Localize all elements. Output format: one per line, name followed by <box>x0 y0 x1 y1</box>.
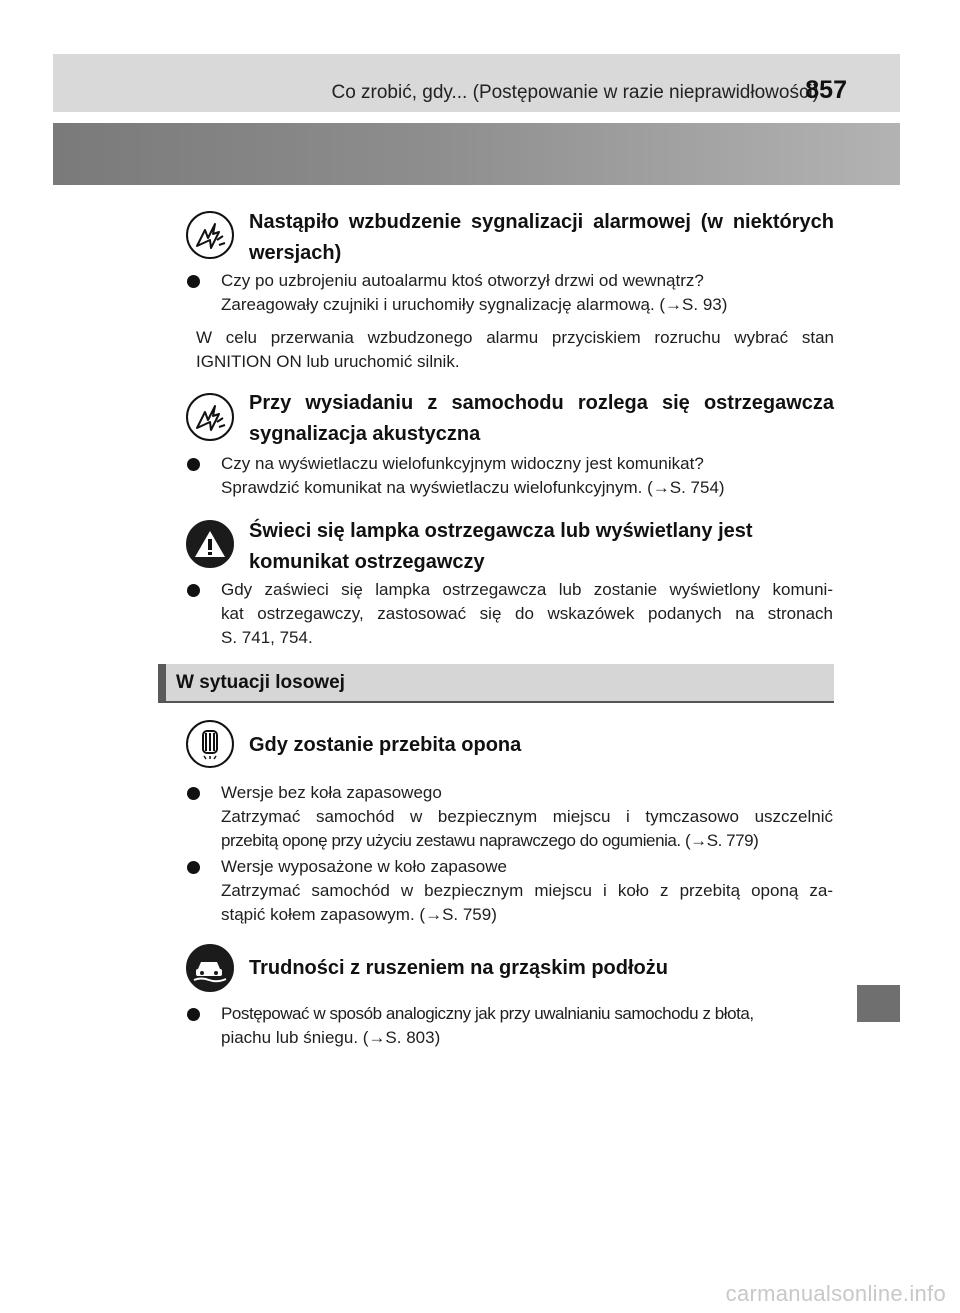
paragraph: W celu przerwania wzbudzonego alarmu przyciskiem rozruchu wybrać stan IGNITION ON lub uruchomić silnik. <box>196 328 834 371</box>
side-tab <box>857 985 900 1022</box>
bullet-item: Postępować w sposób analogiczny jak przy uwalnianiu samochodu z błota, piachu lub śniegu. (→S. 803) <box>187 1002 833 1050</box>
section-heading: Nastąpiło wzbudzenie sygnalizacji alarmowej (w niektórych wersjach) <box>249 211 834 264</box>
alarm-siren-icon <box>186 211 234 259</box>
section-heading: Gdy zostanie przebita opona <box>249 734 522 756</box>
alarm-siren-icon <box>186 393 234 441</box>
car-stuck-icon <box>186 944 234 992</box>
bullet-dot <box>187 787 200 800</box>
bullet-item: Wersje wyposażone w koło zapasowe Zatrzymać samochód w bezpiecznym miejscu i koło z przebitą oponą za- stąpić kołem zapasowym. (→S. 759) <box>187 855 833 927</box>
bullet-item: Gdy zaświeci się lampka ostrzegawcza lub zostanie wyświetlony komuni- kat ostrzegawczy, zastosować się do wskazówek podanych na stronach S. 741, 754. <box>187 578 833 650</box>
warning-triangle-icon <box>186 520 234 568</box>
section-heading: Przy wysiadaniu z samochodu rozlega się ostrzegawcza sygnalizacja akustyczna <box>249 392 834 445</box>
bullet-dot <box>187 275 200 288</box>
page-number: 857 <box>805 76 847 104</box>
bullet-dot <box>187 584 200 597</box>
watermark: carmanualsonline.info <box>725 1281 946 1306</box>
chapter-band <box>53 123 900 185</box>
bullet-dot <box>187 458 200 471</box>
bullet-dot <box>187 1008 200 1021</box>
bullet-item: Wersje bez koła zapasowego Zatrzymać samochód w bezpiecznym miejscu i tymczasowo uszczelnić przebitą oponę przy użyciu zestawu naprawczego do ogumienia. (→S. 779) <box>187 781 833 853</box>
bullet-item: Czy po uzbrojeniu autoalarmu ktoś otworzył drzwi od wewnątrz? Zareagowały czujniki i uruchomiły sygnalizację alarmową. (→S. 93) <box>187 269 833 317</box>
bullet-dot <box>187 861 200 874</box>
section-heading: Świeci się lampka ostrzegawcza lub wyświetlany jest komunikat ostrzegawczy <box>249 520 753 573</box>
section-bar <box>158 664 834 703</box>
bullet-item: Czy na wyświetlaczu wielofunkcyjnym widoczny jest komunikat? Sprawdzić komunikat na wyświetlaczu wielofunkcyjnym. (→S. 754) <box>187 452 833 500</box>
section-heading: Trudności z ruszeniem na grząskim podłożu <box>249 957 668 979</box>
chapter-title: Co zrobić, gdy... (Postępowanie w razie nieprawidłowości) <box>331 82 819 103</box>
section-bar-accent <box>158 664 166 701</box>
section-bar-title: W sytuacji losowej <box>176 672 345 693</box>
tire-puncture-icon <box>186 720 234 768</box>
